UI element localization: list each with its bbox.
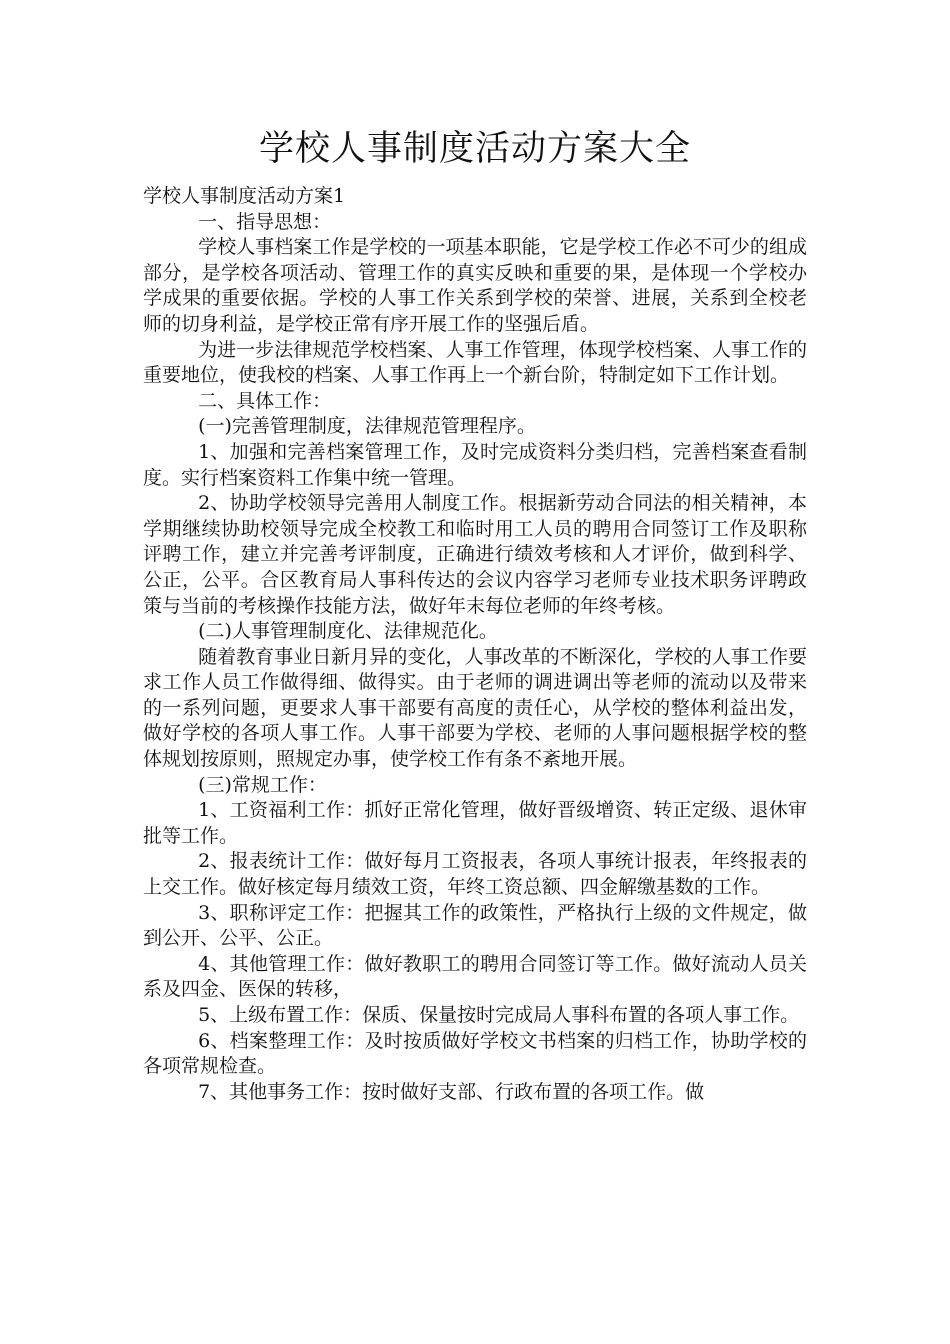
paragraph: 3、职称评定工作：把握其工作的政策性，严格执行上级的文件规定，做到公开、公平、公正。 (143, 901, 807, 950)
paragraph: 随着教育事业日新月异的变化，人事改革的不断深化，学校的人事工作要求工作人员工作做得细、做得实。由于老师的调进调出等老师的流动以及带来的一系列问题，更要求人事干部要有高度的责任心，从学校的整体利益出发，做好学校的各项人事工作。人事干部要为学校、老师的人事问题根据学校的整体规划按原则，照规定办事，使学校工作有条不紊地开展。 (143, 645, 807, 771)
paragraph: 1、工资福利工作：抓好正常化管理，做好晋级增资、转正定级、退休审批等工作。 (143, 799, 807, 847)
document-subtitle: 学校人事制度活动方案1 (143, 185, 346, 207)
document-page (143, 126, 807, 1105)
paragraph: (三)常规工作： (198, 773, 327, 796)
paragraph: 1、加强和完善档案管理工作，及时完成资料分类归档，完善档案查看制度。实行档案资料工作集中统一管理。 (143, 440, 807, 489)
paragraph: 二、具体工作： (198, 389, 332, 412)
paragraph: 5、上级布置工作：保质、保量按时完成局人事科布置的各项人事工作。 (198, 1004, 800, 1026)
paragraph: 学校人事档案工作是学校的一项基本职能，它是学校工作必不可少的组成部分，是学校各项活动、管理工作的真实反映和重要的果，是体现一个学校办学成果的重要依据。学校的人事工作关系到学校的荣誉、进展，关系到全校老师的切身利益，是学校正常有序开展工作的坚强后盾。 (143, 236, 807, 335)
paragraph: 一、指导思想： (198, 210, 332, 233)
paragraph: 6、档案整理工作：及时按质做好学校文书档案的归档工作，协助学校的各项常规检查。 (143, 1029, 807, 1078)
paragraph: 为进一步法律规范学校档案、人事工作管理，体现学校档案、人事工作的重要地位，使我校的档案、人事工作再上一个新台阶，特制定如下工作计划。 (143, 338, 807, 387)
paragraph: 4、其他管理工作：做好教职工的聘用合同签订等工作。做好流动人员关系及四金、医保的转移， (143, 952, 807, 1001)
document-title: 学校人事制度活动方案大全 (258, 129, 691, 169)
paragraph: 7、其他事务工作：按时做好支部、行政布置的各项工作。做 (198, 1080, 705, 1103)
document-body (143, 210, 807, 1106)
paragraph: 2、报表统计工作：做好每月工资报表，各项人事统计报表，年终报表的上交工作。做好核定每月绩效工资，年终工资总额、四金解缴基数的工作。 (143, 850, 807, 899)
paragraph: (二)人事管理制度化、法律规范化。 (198, 620, 498, 643)
paragraph: (一)完善管理制度，法律规范管理程序。 (198, 415, 536, 438)
paragraph: 2、协助学校领导完善用人制度工作。根据新劳动合同法的相关精神，本学期继续协助校领导完成全校教工和临时用工人员的聘用合同签订工作及职称评聘工作，建立并完善考评制度，正确进行绩效考核和人才评价，做到科学、公正，公平。合区教育局人事科传达的会议内容学习老师专业技术职务评聘政策与当前的考核操作技能方法，做好年末每位老师的年终考核。 (143, 492, 807, 617)
